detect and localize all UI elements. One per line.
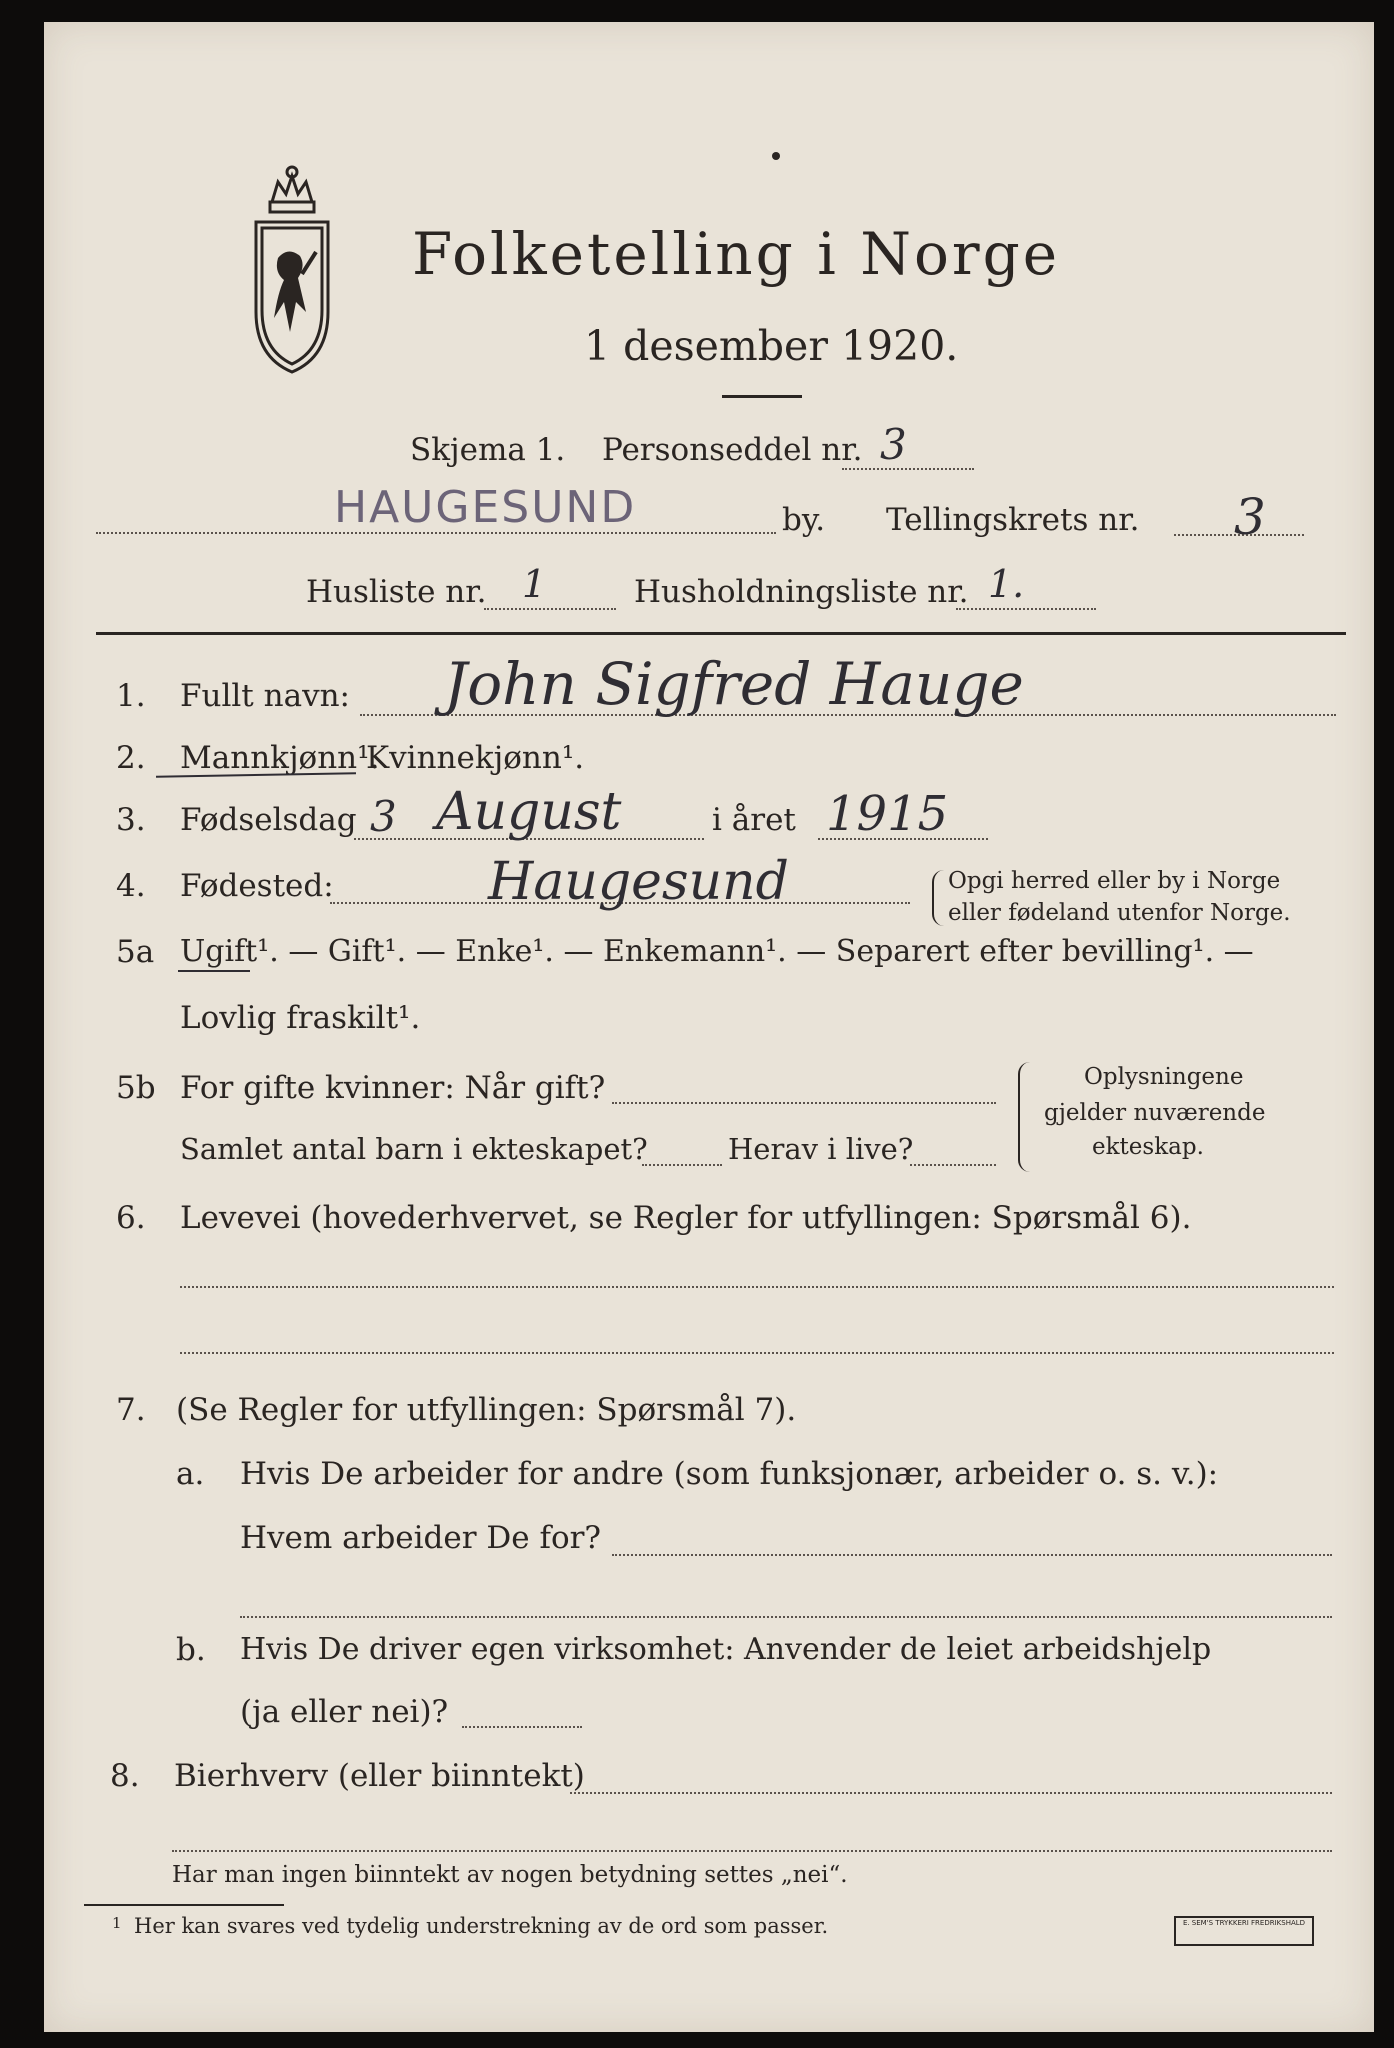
q4-number: 4. xyxy=(116,868,146,904)
q7b-line-1: Hvis De driver egen virksomhet: Anvender de leiet arbeidshjelp xyxy=(240,1632,1212,1667)
q5b-label-children: Samlet antal barn i ekteskapet? xyxy=(180,1132,648,1166)
q2-male: Mannkjønn¹. xyxy=(180,740,380,776)
q7-label: (Se Regler for utfyllingen: Spørsmål 7). xyxy=(176,1392,797,1428)
personseddel-label: Personseddel nr. xyxy=(602,432,863,468)
q5a-number: 5a xyxy=(116,934,155,970)
q3-day: 3 xyxy=(370,792,397,841)
q5b-note-1: Oplysningene xyxy=(1084,1064,1244,1090)
form-title: Folketelling i Norge xyxy=(412,220,1061,288)
husholdning-line xyxy=(956,608,1096,610)
q4-brace xyxy=(932,870,944,926)
header-divider xyxy=(96,632,1346,635)
q8-line-1 xyxy=(570,1792,1332,1794)
q5b-alive-line xyxy=(910,1164,996,1166)
title-divider xyxy=(722,395,802,398)
printer-mark-text: E. SEM'S TRYKKERI FREDRIKSHALD xyxy=(1182,1919,1306,1927)
q5b-note-2: gjelder nuværende xyxy=(1044,1100,1266,1126)
footnote-mark: 1 xyxy=(112,1914,122,1932)
q5b-brace xyxy=(1018,1062,1032,1172)
census-form xyxy=(44,22,1374,2032)
husholdning-label: Husholdningsliste nr. xyxy=(634,574,969,610)
q2-female: Kvinnekjønn¹. xyxy=(366,740,585,776)
q7-number: 7. xyxy=(116,1392,146,1428)
q5b-married-line xyxy=(612,1102,996,1104)
q7a-answer-line-1 xyxy=(612,1554,1332,1556)
q6-label: Levevei (hovederhvervet, se Regler for utfyllingen: Spørsmål 6). xyxy=(180,1200,1192,1236)
ink-dot xyxy=(772,152,780,160)
q5a-ugift-underline xyxy=(178,970,250,972)
skjema-label: Skjema 1. xyxy=(410,432,566,468)
q4-label: Fødested: xyxy=(180,868,334,904)
personseddel-value: 3 xyxy=(880,420,907,469)
q1-label: Fullt navn: xyxy=(180,678,350,714)
q3-month: August xyxy=(436,782,622,842)
q7b-line-2: (ja eller nei)? xyxy=(240,1694,449,1730)
q5a-line-1: Ugift¹. — Gift¹. — Enke¹. — Enkemann¹. — Separert efter bevilling¹. — xyxy=(180,934,1254,969)
q5b-label-alive: Herav i live? xyxy=(728,1132,914,1166)
q3-year-label: i året xyxy=(712,802,796,838)
norwegian-coat-of-arms-icon xyxy=(244,162,340,382)
q8-label: Bierhverv (eller biinntekt) xyxy=(174,1758,585,1794)
q8-line-2 xyxy=(172,1850,1332,1852)
q8-number: 8. xyxy=(110,1758,140,1794)
husholdning-value: 1. xyxy=(988,562,1025,606)
q3-label: Fødselsdag xyxy=(180,802,357,838)
q5a-line-2: Lovlig fraskilt¹. xyxy=(180,1000,421,1036)
q7b-answer-line xyxy=(462,1726,582,1728)
no-income-note: Har man ingen biinntekt av nogen betydning settes „nei“. xyxy=(172,1862,848,1888)
q4-note-1: Opgi herred eller by i Norge xyxy=(948,868,1281,894)
q6-line-2 xyxy=(180,1352,1334,1354)
q4-note-2: eller fødeland utenfor Norge. xyxy=(948,900,1291,926)
footnote-rule xyxy=(84,1904,284,1906)
q5b-label-married: For gifte kvinner: Når gift? xyxy=(180,1070,606,1106)
q5b-number: 5b xyxy=(116,1070,156,1106)
q7b-letter: b. xyxy=(176,1632,206,1668)
tellingskrets-label: Tellingskrets nr. xyxy=(886,502,1140,538)
form-date: 1 desember 1920. xyxy=(584,322,959,370)
q4-value: Haugesund xyxy=(488,852,789,912)
q5b-note-3: ekteskap. xyxy=(1092,1134,1204,1160)
q3-number: 3. xyxy=(116,802,146,838)
q7a-line-2: Hvem arbeider De for? xyxy=(240,1520,602,1556)
printer-mark xyxy=(1174,1916,1314,1946)
q7a-answer-line-2 xyxy=(240,1616,1332,1618)
q3-year: 1915 xyxy=(826,786,949,842)
q1-number: 1. xyxy=(116,678,146,714)
husliste-line xyxy=(484,608,616,610)
footnote-text: Her kan svares ved tydelig understrekning av de ord som passer. xyxy=(134,1914,829,1938)
q2-number: 2. xyxy=(116,740,146,776)
q1-value: John Sigfred Hauge xyxy=(444,650,1024,718)
city-stamp: HAUGESUND xyxy=(334,482,637,533)
husliste-value: 1 xyxy=(522,562,547,606)
q7a-line-1: Hvis De arbeider for andre (som funksjonær, arbeider o. s. v.): xyxy=(240,1456,1219,1492)
q5b-children-line xyxy=(642,1164,722,1166)
q7a-letter: a. xyxy=(176,1456,205,1492)
tellingskrets-value: 3 xyxy=(1234,488,1266,546)
personseddel-line xyxy=(842,468,974,470)
husliste-label: Husliste nr. xyxy=(306,574,487,610)
q6-number: 6. xyxy=(116,1200,146,1236)
q6-line-1 xyxy=(180,1286,1334,1288)
by-label: by. xyxy=(782,502,826,538)
